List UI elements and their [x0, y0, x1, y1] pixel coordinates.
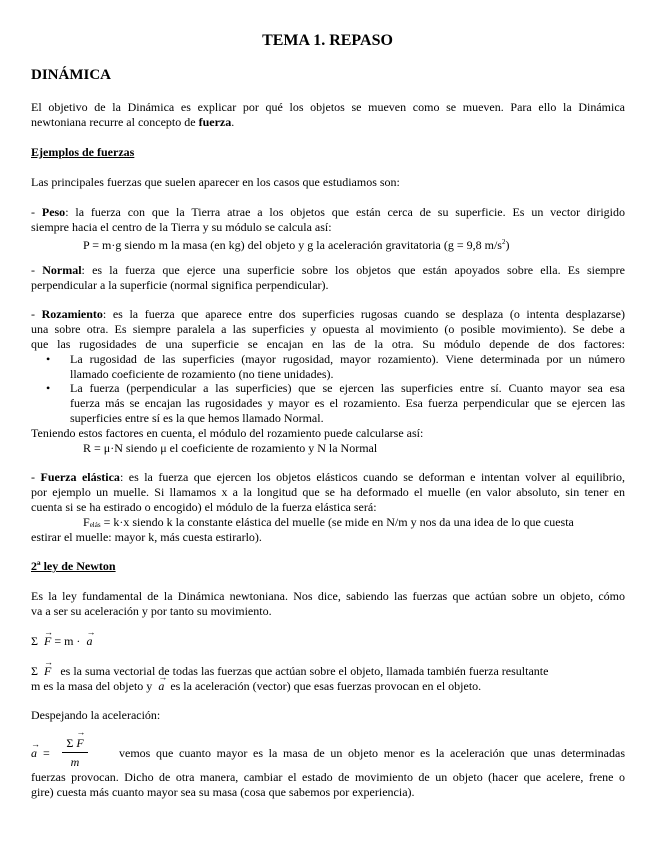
vector-a: → a — [31, 746, 37, 761]
rozamiento-formula: R = μ·N siendo μ el coeficiente de rozamiento y N la Normal — [83, 441, 378, 455]
elastica-formula-text: = k·x siendo k la constante elástica del muelle (se mide en N/m y nos da una idea de lo que cuesta — [100, 515, 574, 529]
elastica-formula-sub: elás — [89, 521, 101, 529]
equals-sign: = — [43, 746, 50, 760]
newton-equation — [31, 634, 92, 649]
fraction-numerator — [62, 736, 88, 751]
fraction-bar — [62, 752, 88, 753]
peso-text: : la fuerza con que la Tierra atrae a los objetos que están cerca de su superficie. Es un vector dirigido — [65, 205, 625, 219]
peso-formula-text: P = m·g siendo m la masa (en kg) del objeto y g la aceleración gravitatoria (g = 9,8 m/s — [83, 238, 502, 252]
sigma-symbol: Σ — [31, 634, 38, 648]
eq-equals-m: = m · — [54, 634, 81, 648]
definition-1-text: es la suma vectorial de todas las fuerzas que actúan sobre el objeto, llamada también fuerza resultante — [60, 664, 549, 678]
rozamiento-line-2: una sobre otra. Es siempre paralela a las superficies y opuesta al movimiento (o posible movimiento). Se debe a — [31, 322, 625, 336]
definition-line-2 — [31, 679, 481, 694]
elastica-line-2: por ejemplo un muelle. Si llamamos x a la longitud que se ha deformado el muelle (en valor absoluto, sin tener en — [31, 485, 625, 499]
rozamiento-line-1 — [31, 307, 625, 322]
definition-2-pre: m es la masa del objeto y — [31, 679, 153, 693]
elastica-text: : es la fuerza que ejercen los objetos elásticos cuando se deforman e intentan volver al equilibrio, — [119, 470, 626, 484]
fraction-explanation-line-2: fuerzas provocan. Dicho de otra manera, cambiar el estado de movimiento de un objeto (hacer que acelere, frene o — [31, 770, 625, 784]
normal-line-2: perpendicular a la superficie (normal significa perpendicular). — [31, 278, 329, 292]
peso-formula-sup: 2 — [501, 238, 506, 246]
definition-2-text: es la aceleración (vector) que esas fuerzas provocan en el objeto. — [170, 679, 482, 693]
elastica-line-3: cuenta si se ha estirado o encogido) el módulo de la fuerza elástica será: — [31, 500, 377, 514]
despejando-label: Despejando la aceleración: — [31, 708, 161, 722]
keyword-fuerza: fuerza — [198, 115, 232, 129]
heading-ejemplos-fuerzas: Ejemplos de fuerzas — [31, 145, 135, 159]
sigma-symbol: Σ — [66, 736, 74, 750]
dash: - — [31, 263, 43, 277]
peso-line-2: siempre hacia el centro de la Tierra y su módulo se calcula así: — [31, 220, 332, 234]
heading-segunda-ley-newton: 2ª ley de Newton — [31, 559, 116, 573]
dash: - — [31, 205, 42, 219]
newton-line-2: va a ser su aceleración y por tanto su movimiento. — [31, 604, 272, 618]
bullet-marker-1: • — [46, 352, 51, 366]
vector-a: → a — [158, 679, 164, 694]
vector-F: → F — [44, 634, 51, 649]
normal-text: : es la fuerza que ejerce una superficie sobre los objetos que están apoyados sobre ella. Es siempre — [81, 263, 625, 277]
sigma-symbol: Σ — [31, 664, 38, 678]
definition-line-1 — [31, 664, 548, 679]
elastica-line-1 — [31, 470, 625, 485]
term-normal: Normal — [42, 263, 82, 277]
page-title: TEMA 1. REPASO — [262, 32, 393, 49]
peso-formula-close: ) — [505, 238, 510, 252]
bullet-2-line-2: fuerza más se encajan las rugosidades y mayor es el rozamiento. Esa fuerza perpendicular que se ejercen las — [70, 396, 625, 410]
elastica-formula-F: F — [83, 515, 90, 529]
newton-line-1: Es la ley fundamental de la Dinámica newtoniana. Nos dice, sabiendo las fuerzas que actúan sobre un objeto, cómo — [31, 589, 625, 603]
dash: - — [31, 307, 42, 321]
fraction-lhs — [31, 746, 50, 761]
rozamiento-after: Teniendo estos factores en cuenta, el módulo del rozamiento puede calcularse así: — [31, 426, 424, 440]
intro-line-2 — [31, 115, 625, 130]
bullet-marker-2: • — [46, 381, 51, 395]
term-peso: Peso — [41, 205, 66, 219]
bullet-2-line-3: superficies entre sí es la que hemos llamado Normal. — [70, 411, 324, 425]
intro-text: newtoniana recurre al concepto de — [31, 115, 199, 129]
vector-F: → F — [44, 664, 51, 679]
elastica-line-last: estirar el muelle: mayor k, más cuesta estirarlo). — [31, 530, 262, 544]
peso-formula — [83, 235, 509, 253]
term-fuerza-elastica: Fuerza elástica — [40, 470, 120, 484]
fraction-explanation-line-3: gire) cuesta más cuanto mayor sea su masa (cosa que sabemos por experiencia). — [31, 785, 415, 799]
intro-period: . — [231, 115, 235, 129]
bullet-1-line-2: llamado coeficiente de rozamiento (no tiene unidades). — [70, 367, 334, 381]
vector-F: → F — [76, 736, 83, 751]
fraction-denominator: m — [70, 755, 80, 769]
section-heading-dinamica: DINÁMICA — [31, 67, 111, 83]
peso-line-1 — [31, 205, 625, 220]
bullet-1-line-1: La rugosidad de las superficies (mayor rugosidad, mayor rozamiento). Viene determinada por un número — [70, 352, 625, 366]
rozamiento-text: : es la fuerza que aparece entre dos superficies rugosas cuando se desplaza (o intenta desplazarse) — [102, 307, 625, 321]
dash: - — [31, 470, 41, 484]
vector-a: → a — [86, 634, 92, 649]
bullet-2-line-1: La fuerza (perpendicular a las superficies) que se ejercen las superficies entre sí. Cuanto mayor sea esa — [70, 381, 625, 395]
forces-lead: Las principales fuerzas que suelen aparecer en los casos que estudiamos son: — [31, 175, 400, 189]
fraction-explanation-line-1: vemos que cuanto mayor es la masa de un objeto menor es la aceleración que unas determinadas — [119, 746, 625, 760]
term-rozamiento: Rozamiento — [41, 307, 103, 321]
normal-line-1 — [31, 263, 625, 278]
rozamiento-line-3: que las rugosidades de una superficie se encajan en las de la otra. Su módulo depende de dos factores: — [31, 337, 625, 351]
intro-line-1: El objetivo de la Dinámica es explicar por qué los objetos se mueven como se mueven. Para ello la Dinámica — [31, 100, 625, 114]
